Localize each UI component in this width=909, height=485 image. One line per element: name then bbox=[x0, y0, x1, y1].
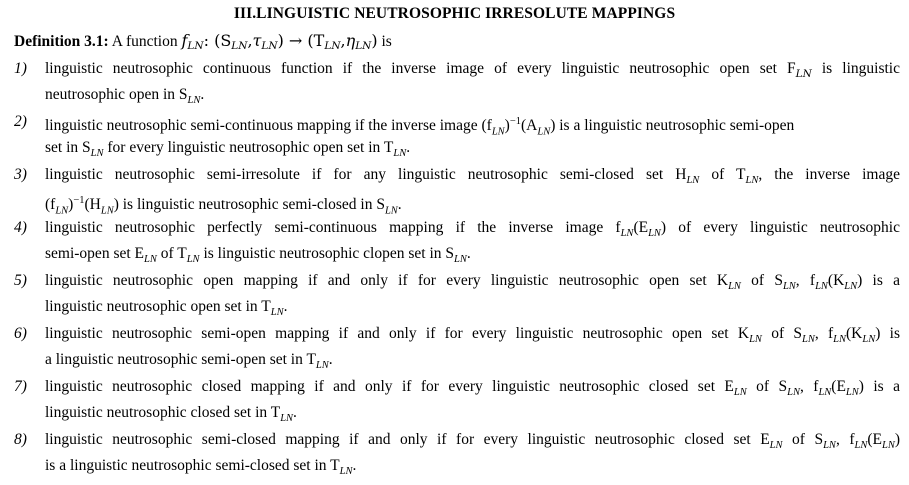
item-line: linguistic neutrosophic open set in $T_{LN}$. bbox=[45, 298, 288, 319]
item-line: linguistic neutrosophic semi-continuous mapping if the inverse image $(f_{LN})^{-1}(A_{LN})$ is a linguistic neutrosophic semi-open bbox=[45, 116, 795, 138]
item-line: linguistic neutrosophic closed mapping if and only if for every linguistic neutrosophic closed set $E_{LN}$ of $S_{LN}$, $f_{LN}(E_{LN})$ is a bbox=[45, 378, 900, 399]
item-number: 7) bbox=[14, 378, 27, 395]
definition-after: is bbox=[381, 33, 392, 50]
item-line: set in $S_{LN}$ for every linguistic neutrosophic open set in $T_{LN}$. bbox=[45, 139, 411, 160]
definition-formula: $f_{LN}$: $(S_{LN},\tau_{LN}) \to (T_{LN},\eta_{LN})$ bbox=[181, 31, 378, 52]
item-line: linguistic neutrosophic continuous function if the inverse image of every linguistic neutrosophic open set $F_{LN}$ is linguistic bbox=[45, 60, 900, 81]
item-number: 4) bbox=[14, 219, 27, 236]
item-line: linguistic neutrosophic semi-closed mapping if and only if for every linguistic neutrosophic closed set $E_{LN}$ of $S_{LN}$, $f_{LN}(E_{LN})$ bbox=[45, 431, 900, 452]
item-line: semi-open set $E_{LN}$ of $T_{LN}$ is linguistic neutrosophic clopen set in $S_{LN}$. bbox=[45, 245, 471, 266]
item-number: 3) bbox=[14, 166, 27, 183]
item-number: 6) bbox=[14, 325, 27, 342]
item-line: linguistic neutrosophic perfectly semi-continuous mapping if the inverse image $f_{LN}(E_{LN})$ of every linguistic neutrosophic bbox=[45, 219, 900, 240]
item-number: 8) bbox=[14, 431, 27, 448]
section-title: III.LINGUISTIC NEUTROSOPHIC IRRESOLUTE MAPPINGS bbox=[233, 5, 676, 22]
definition-line bbox=[14, 30, 392, 57]
item-line: linguistic neutrosophic semi-irresolute if for any linguistic neutrosophic semi-closed set $H_{LN}$ of $T_{LN}$, the inverse image bbox=[45, 166, 900, 187]
item-number: 2) bbox=[14, 113, 27, 130]
item-line: linguistic neutrosophic semi-open mapping if and only if for every linguistic neutrosophic open set $K_{LN}$ of $S_{LN}$, $f_{LN}(K_{LN})$ is bbox=[45, 325, 900, 346]
item-line: linguistic neutrosophic closed set in $T_{LN}$. bbox=[45, 404, 297, 425]
item-line: neutrosophic open in $S_{LN}$. bbox=[45, 86, 205, 107]
definition-label: Definition 3.1: bbox=[14, 33, 109, 50]
definition-intro: A function bbox=[111, 33, 178, 50]
item-line: is a linguistic neutrosophic semi-closed set in $T_{LN}$. bbox=[45, 457, 357, 478]
item-number: 1) bbox=[14, 60, 27, 77]
item-number: 5) bbox=[14, 272, 27, 289]
item-line: $(f_{LN})^{-1}(H_{LN})$ is linguistic neutrosophic semi-closed in $S_{LN}$. bbox=[45, 195, 402, 217]
item-line: a linguistic neutrosophic semi-open set in $T_{LN}$. bbox=[45, 351, 333, 372]
item-line: linguistic neutrosophic open mapping if and only if for every linguistic neutrosophic open set $K_{LN}$ of $S_{LN}$, $f_{LN}(K_{LN})$ is a bbox=[45, 272, 900, 293]
